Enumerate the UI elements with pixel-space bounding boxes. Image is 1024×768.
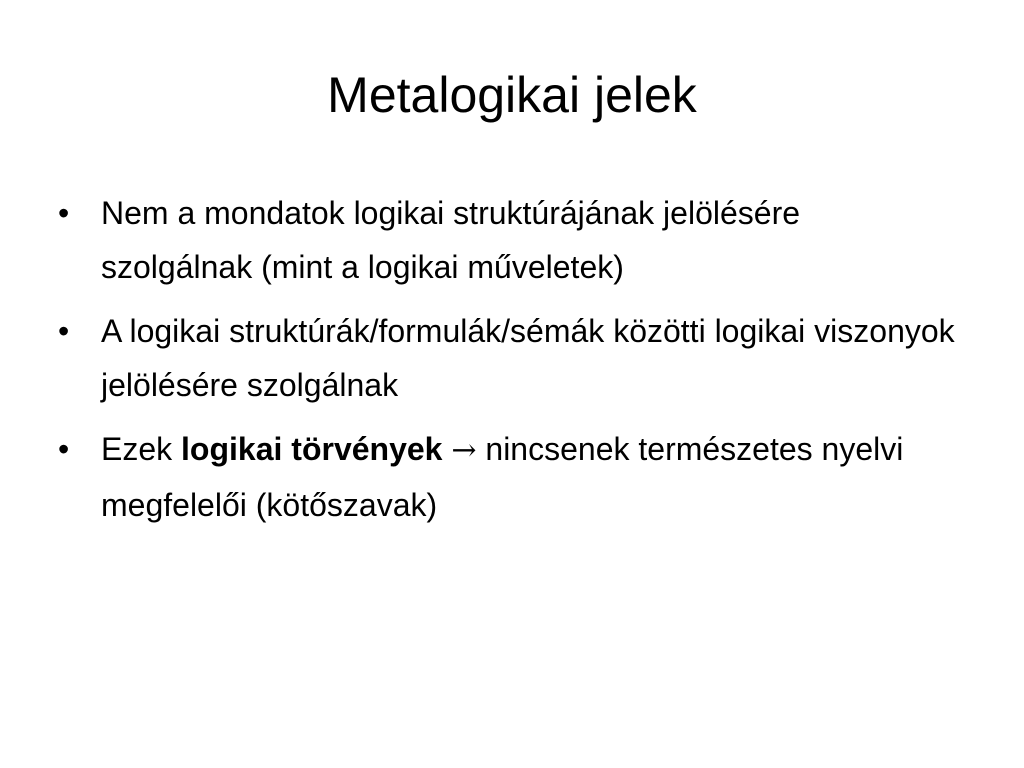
bullet-text-prefix: Ezek [101, 431, 182, 467]
bold-phrase: logikai törvények [181, 431, 443, 467]
slide-title: Metalogikai jelek [327, 67, 697, 123]
bullet-dot-icon: • [58, 431, 70, 467]
bullet-item [58, 304, 958, 412]
bullet-dot-icon: • [58, 195, 70, 231]
bullet-list [58, 186, 958, 542]
bullet-text-suffix: nincsenek természetes nyelvi megfelelői (kötőszavak) [101, 431, 904, 523]
bullet-item [58, 186, 958, 294]
bullet-dot-icon: • [58, 313, 70, 349]
right-arrow-icon: → [451, 433, 477, 468]
bullet-item [58, 422, 958, 532]
bullet-text: A logikai struktúrák/formulák/sémák közötti logikai viszonyok jelölésére szolgálnak [101, 313, 955, 403]
bullet-text: Nem a mondatok logikai struktúrájának jelölésére szolgálnak (mint a logikai műveletek) [101, 195, 801, 285]
